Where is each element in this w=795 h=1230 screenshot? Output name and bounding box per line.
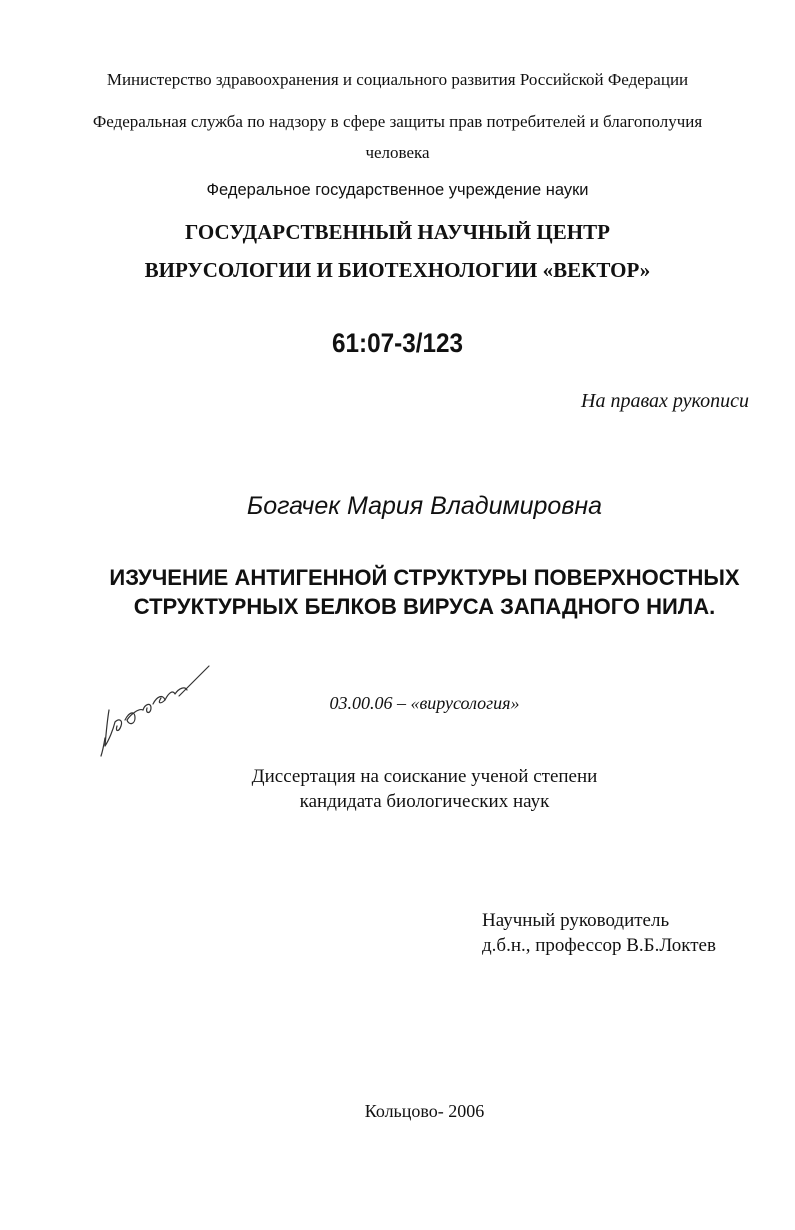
- manuscript-rights: На правах рукописи: [581, 390, 749, 412]
- adviser-label: Научный руководитель: [482, 910, 670, 931]
- center-name-line-2: ВИРУСОЛОГИИ И БИОТЕХНОЛОГИИ «ВЕКТОР»: [144, 258, 651, 282]
- degree-line-1: Диссертация на соискание ученой степени: [251, 766, 598, 787]
- author-name: Богачек Мария Владимировна: [246, 492, 603, 520]
- catalog-code: 61:07-3/123: [331, 328, 464, 358]
- center-name-line-1: ГОСУДАРСТВЕННЫЙ НАУЧНЫЙ ЦЕНТР: [185, 220, 610, 244]
- service-line-1: Федеральная служба по надзору в сфере защиты прав потребителей и благополучия: [92, 112, 703, 131]
- dissertation-title-line-2: СТРУКТУРНЫХ БЕЛКОВ ВИРУСА ЗАПАДНОГО НИЛА.: [133, 594, 716, 619]
- degree-line-2: кандидата биологических наук: [299, 791, 550, 812]
- place-and-year: Кольцово- 2006: [364, 1101, 485, 1121]
- institution-line: Федеральное государственное учреждение науки: [206, 181, 589, 199]
- service-line-2: человека: [365, 143, 430, 162]
- ministry-line: Министерство здравоохранения и социального развития Российской Федерации: [106, 70, 689, 89]
- specialty-code: 03.00.06 – «вирусология»: [329, 693, 520, 713]
- dissertation-title-line-1: ИЗУЧЕНИЕ АНТИГЕННОЙ СТРУКТУРЫ ПОВЕРХНОСТНЫХ: [109, 565, 740, 590]
- adviser-name: д.б.н., профессор В.Б.Локтев: [482, 935, 716, 956]
